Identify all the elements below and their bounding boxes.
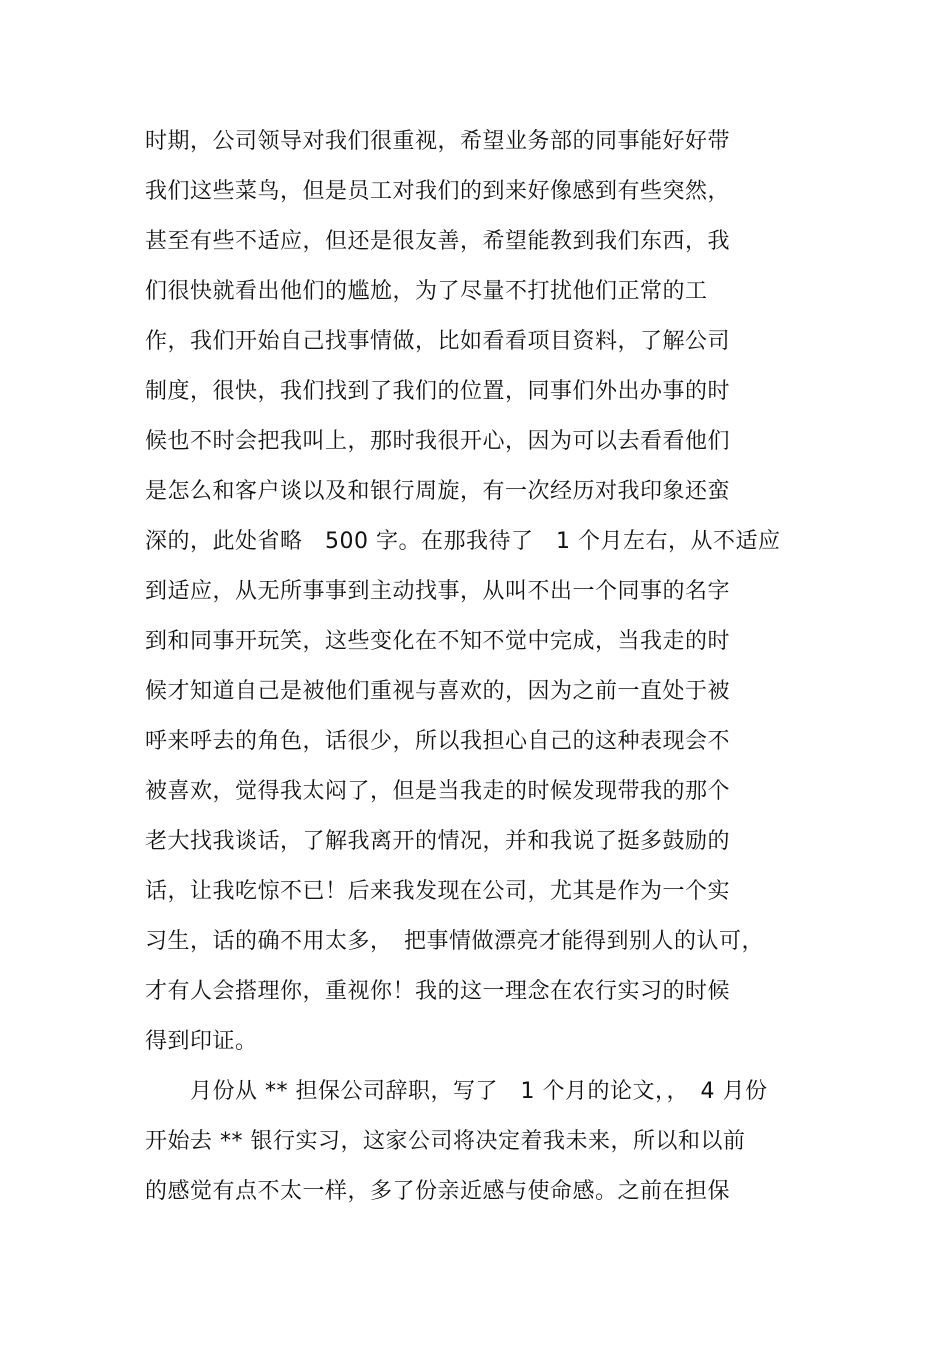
paragraph-line: 话，让我吃惊不已！后来我发现在公司，尤其是作为一个实 [145,879,731,904]
paragraph-line: 得到印证。 [145,1029,258,1054]
paragraph-line: 深的，此处省略 500 字。在那我待了 1 个月左右，从不适应 [145,529,781,554]
paragraph-line: 才有人会搭理你，重视你！我的这一理念在农行实习的时候 [145,979,731,1004]
paragraph-line: 呼来呼去的角色，话很少，所以我担心自己的这种表现会不 [145,729,731,754]
paragraph-line: 我们这些菜鸟，但是员工对我们的到来好像感到有些突然， [145,179,731,204]
paragraph-line: 候才知道自己是被他们重视与喜欢的，因为之前一直处于被 [145,679,731,704]
paragraph-line: 被喜欢，觉得我太闷了，但是当我走的时候发现带我的那个 [145,779,731,804]
paragraph-line: 作，我们开始自己找事情做，比如看看项目资料，了解公司 [145,329,731,354]
paragraph-line: 的感觉有点不太一样，多了份亲近感与使命感。之前在担保 [145,1179,731,1204]
paragraph-line: 开始去 ** 银行实习，这家公司将决定着我未来，所以和以前 [145,1129,746,1154]
paragraph-line: 甚至有些不适应，但还是很友善，希望能教到我们东西，我 [145,229,731,254]
paragraph-line: 到适应，从无所事事到主动找事，从叫不出一个同事的名字 [145,579,731,604]
paragraph-line: 到和同事开玩笑，这些变化在不知不觉中完成，当我走的时 [145,629,731,654]
paragraph-line: 们很快就看出他们的尴尬，为了尽量不打扰他们正常的工 [145,279,708,304]
paragraph-line: 月份从 ** 担保公司辞职，写了 1 个月的论文，， 4 月份 [145,1079,768,1104]
paragraph-line: 老大找我谈话，了解我离开的情况，并和我说了挺多鼓励的 [145,829,731,854]
paragraph-line: 制度，很快，我们找到了我们的位置，同事们外出办事的时 [145,379,731,404]
paragraph-line: 是怎么和客户谈以及和银行周旋，有一次经历对我印象还蛮 [145,479,731,504]
paragraph-line: 候也不时会把我叫上，那时我很开心，因为可以去看看他们 [145,429,731,454]
paragraph-line: 习生，话的确不用太多， 把事情做漂亮才能得到别人的认可， [145,929,765,954]
paragraph-line: 时期，公司领导对我们很重视，希望业务部的同事能好好带 [145,129,731,154]
